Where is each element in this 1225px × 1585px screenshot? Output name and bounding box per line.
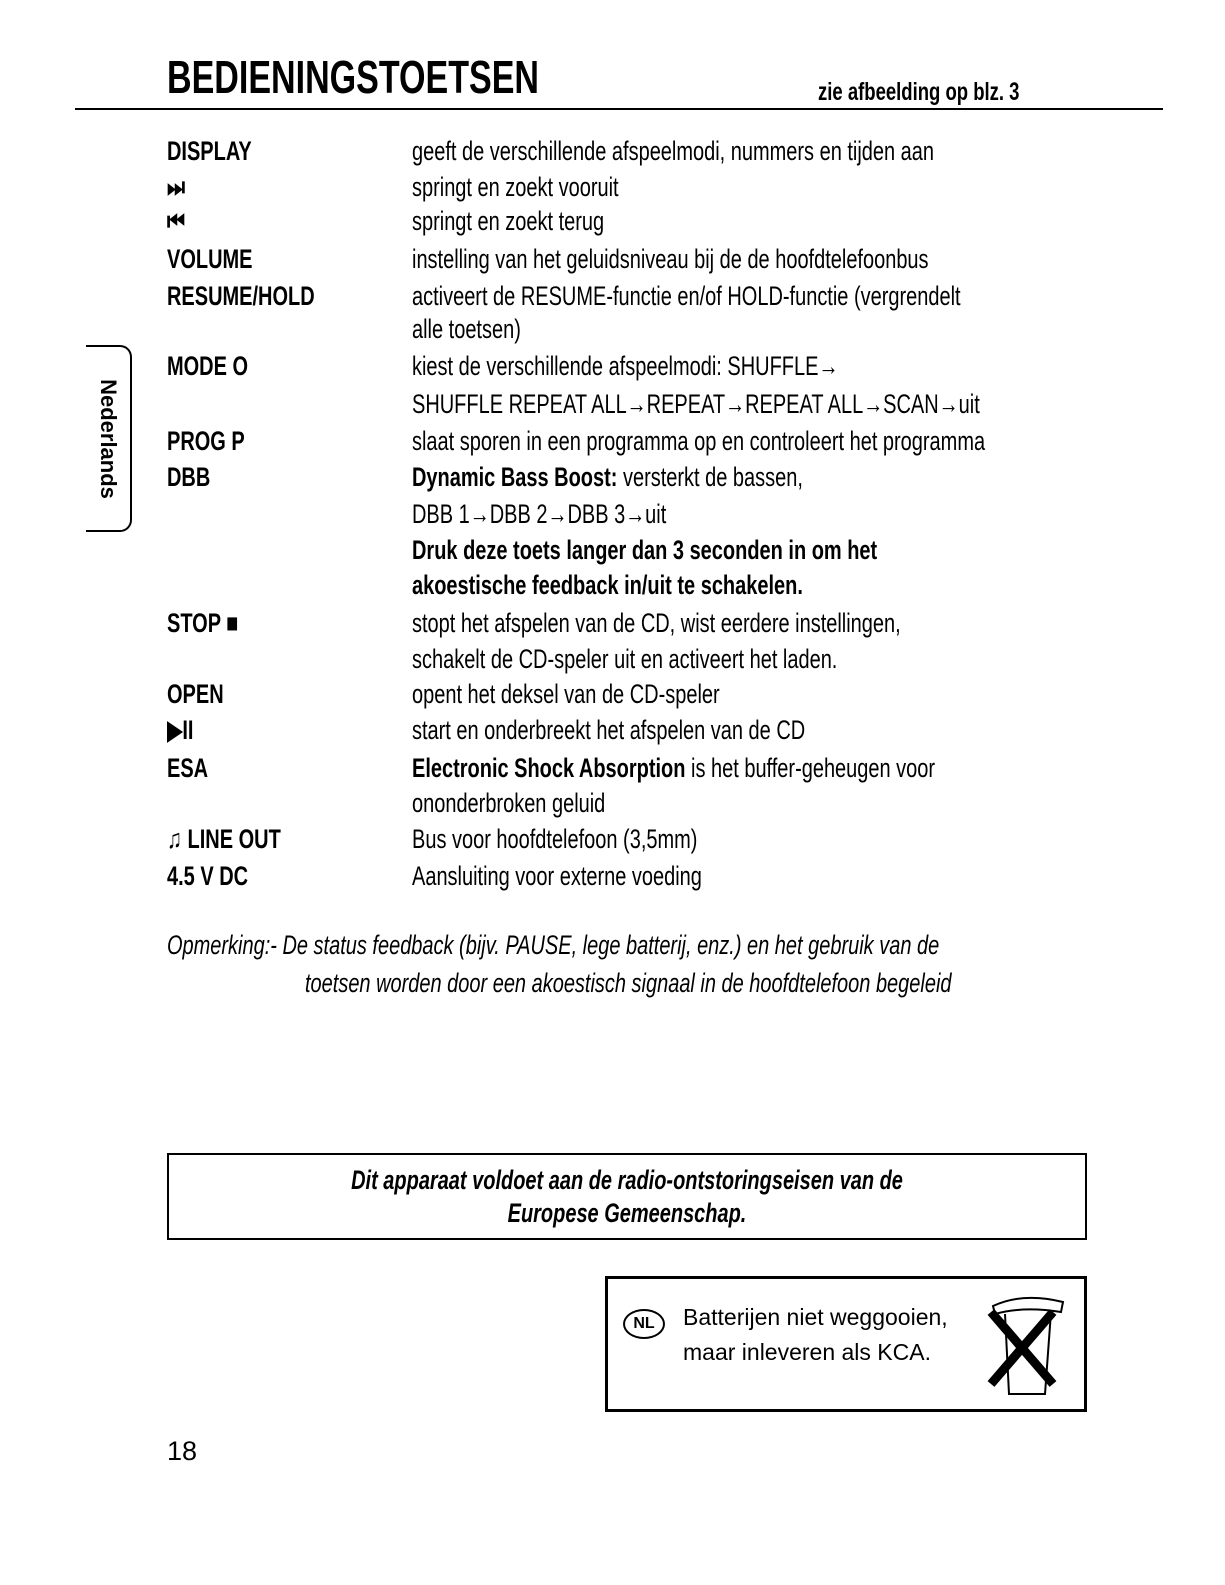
battery-line-2: maar inleveren als KCA.	[683, 1339, 931, 1365]
control-key: ESA	[167, 753, 209, 783]
page-number: 18	[167, 1436, 198, 1466]
control-description	[412, 679, 720, 710]
control-key: OPEN	[167, 679, 224, 709]
control-description	[412, 136, 934, 167]
control-key: ▶II	[167, 715, 194, 745]
control-description	[412, 244, 929, 275]
description-text: instelling van het geluidsniveau bij de de hoofdtelefoonbus	[412, 244, 929, 274]
description-text: alle toetsen)	[412, 314, 521, 344]
control-description	[412, 535, 877, 566]
control-description	[412, 608, 901, 639]
description-text: stopt het afspelen van de CD, wist eerdere instellingen,	[412, 608, 901, 638]
battery-line-1: Batterijen niet weggooien,	[683, 1304, 948, 1330]
nl-badge: NL	[623, 1309, 665, 1339]
description-emphasis: Electronic Shock Absorption	[412, 753, 686, 783]
control-description	[412, 715, 805, 746]
control-description	[412, 351, 838, 382]
description-text: schakelt de CD-speler uit en activeert het laden.	[412, 644, 838, 674]
control-description	[412, 389, 980, 420]
crossed-bin-icon	[983, 1284, 1073, 1404]
control-description	[412, 753, 935, 784]
control-key: ⏭	[167, 172, 185, 202]
battery-notice-box	[605, 1276, 1087, 1412]
description-text: SHUFFLE REPEAT ALL→REPEAT→REPEAT ALL→SCAN→uit	[412, 389, 980, 419]
control-key: STOP ■	[167, 608, 239, 638]
control-key: ♫ LINE OUT	[167, 824, 281, 854]
control-key: DBB	[167, 462, 211, 492]
description-text: is het buffer-geheugen voor	[685, 753, 936, 783]
control-description	[412, 281, 961, 312]
control-description	[412, 788, 605, 819]
language-tab-label: Nederlands	[96, 378, 121, 499]
header-rule	[75, 108, 1163, 110]
description-text: Bus voor hoofdtelefoon (3,5mm)	[412, 824, 698, 854]
control-key: VOLUME	[167, 244, 253, 274]
description-emphasis: akoestische feedback in/uit te schakelen.	[412, 570, 803, 600]
note-line-1: Opmerking:- De status feedback (bijv. PAUSE, lege batterij, enz.) en het gebruik van de	[167, 930, 940, 960]
page-title: BEDIENINGSTOETSEN	[167, 51, 539, 103]
description-text: ononderbroken geluid	[412, 788, 606, 818]
description-text: versterkt de bassen,	[617, 462, 803, 492]
description-text: kiest de verschillende afspeelmodi: SHUFFLE→	[412, 351, 839, 381]
control-description	[412, 499, 666, 530]
compliance-box	[167, 1153, 1087, 1240]
description-text: springt en zoekt vooruit	[412, 172, 619, 202]
control-key: DISPLAY	[167, 136, 252, 166]
description-text: springt en zoekt terug	[412, 206, 605, 236]
description-text: slaat sporen in een programma op en controleert het programma	[412, 426, 986, 456]
control-key: 4.5 V DC	[167, 861, 249, 891]
description-text: Aansluiting voor externe voeding	[412, 861, 702, 891]
control-key: ⏮	[167, 206, 185, 236]
description-text: activeert de RESUME-functie en/of HOLD-functie (vergrendelt	[412, 281, 961, 311]
control-description	[412, 824, 697, 855]
control-description	[412, 861, 702, 892]
control-description	[412, 462, 803, 493]
figure-reference: zie afbeelding op blz. 3	[818, 78, 1020, 106]
control-description	[412, 206, 604, 237]
control-description	[412, 570, 803, 601]
compliance-line-2: Europese Gemeenschap.	[507, 1198, 747, 1228]
control-key: MODE O	[167, 351, 249, 381]
control-description	[412, 314, 521, 345]
description-text: geeft de verschillende afspeelmodi, nummers en tijden aan	[412, 136, 935, 166]
description-text: DBB 1→DBB 2→DBB 3→uit	[412, 499, 667, 529]
compliance-line-1: Dit apparaat voldoet aan de radio-ontstoringseisen van de	[351, 1165, 903, 1195]
description-text: start en onderbreekt het afspelen van de CD	[412, 715, 806, 745]
control-key: PROG P	[167, 426, 245, 456]
control-key: RESUME/HOLD	[167, 281, 315, 311]
note-line-2: toetsen worden door een akoestisch signaal in de hoofdtelefoon begeleid	[305, 968, 952, 998]
control-description	[412, 644, 837, 675]
description-emphasis: Druk deze toets langer dan 3 seconden in om het	[412, 535, 878, 565]
language-tab	[86, 345, 132, 532]
control-description	[412, 426, 985, 457]
control-description	[412, 172, 619, 203]
description-text: opent het deksel van de CD-speler	[412, 679, 720, 709]
description-emphasis: Dynamic Bass Boost:	[412, 462, 618, 492]
